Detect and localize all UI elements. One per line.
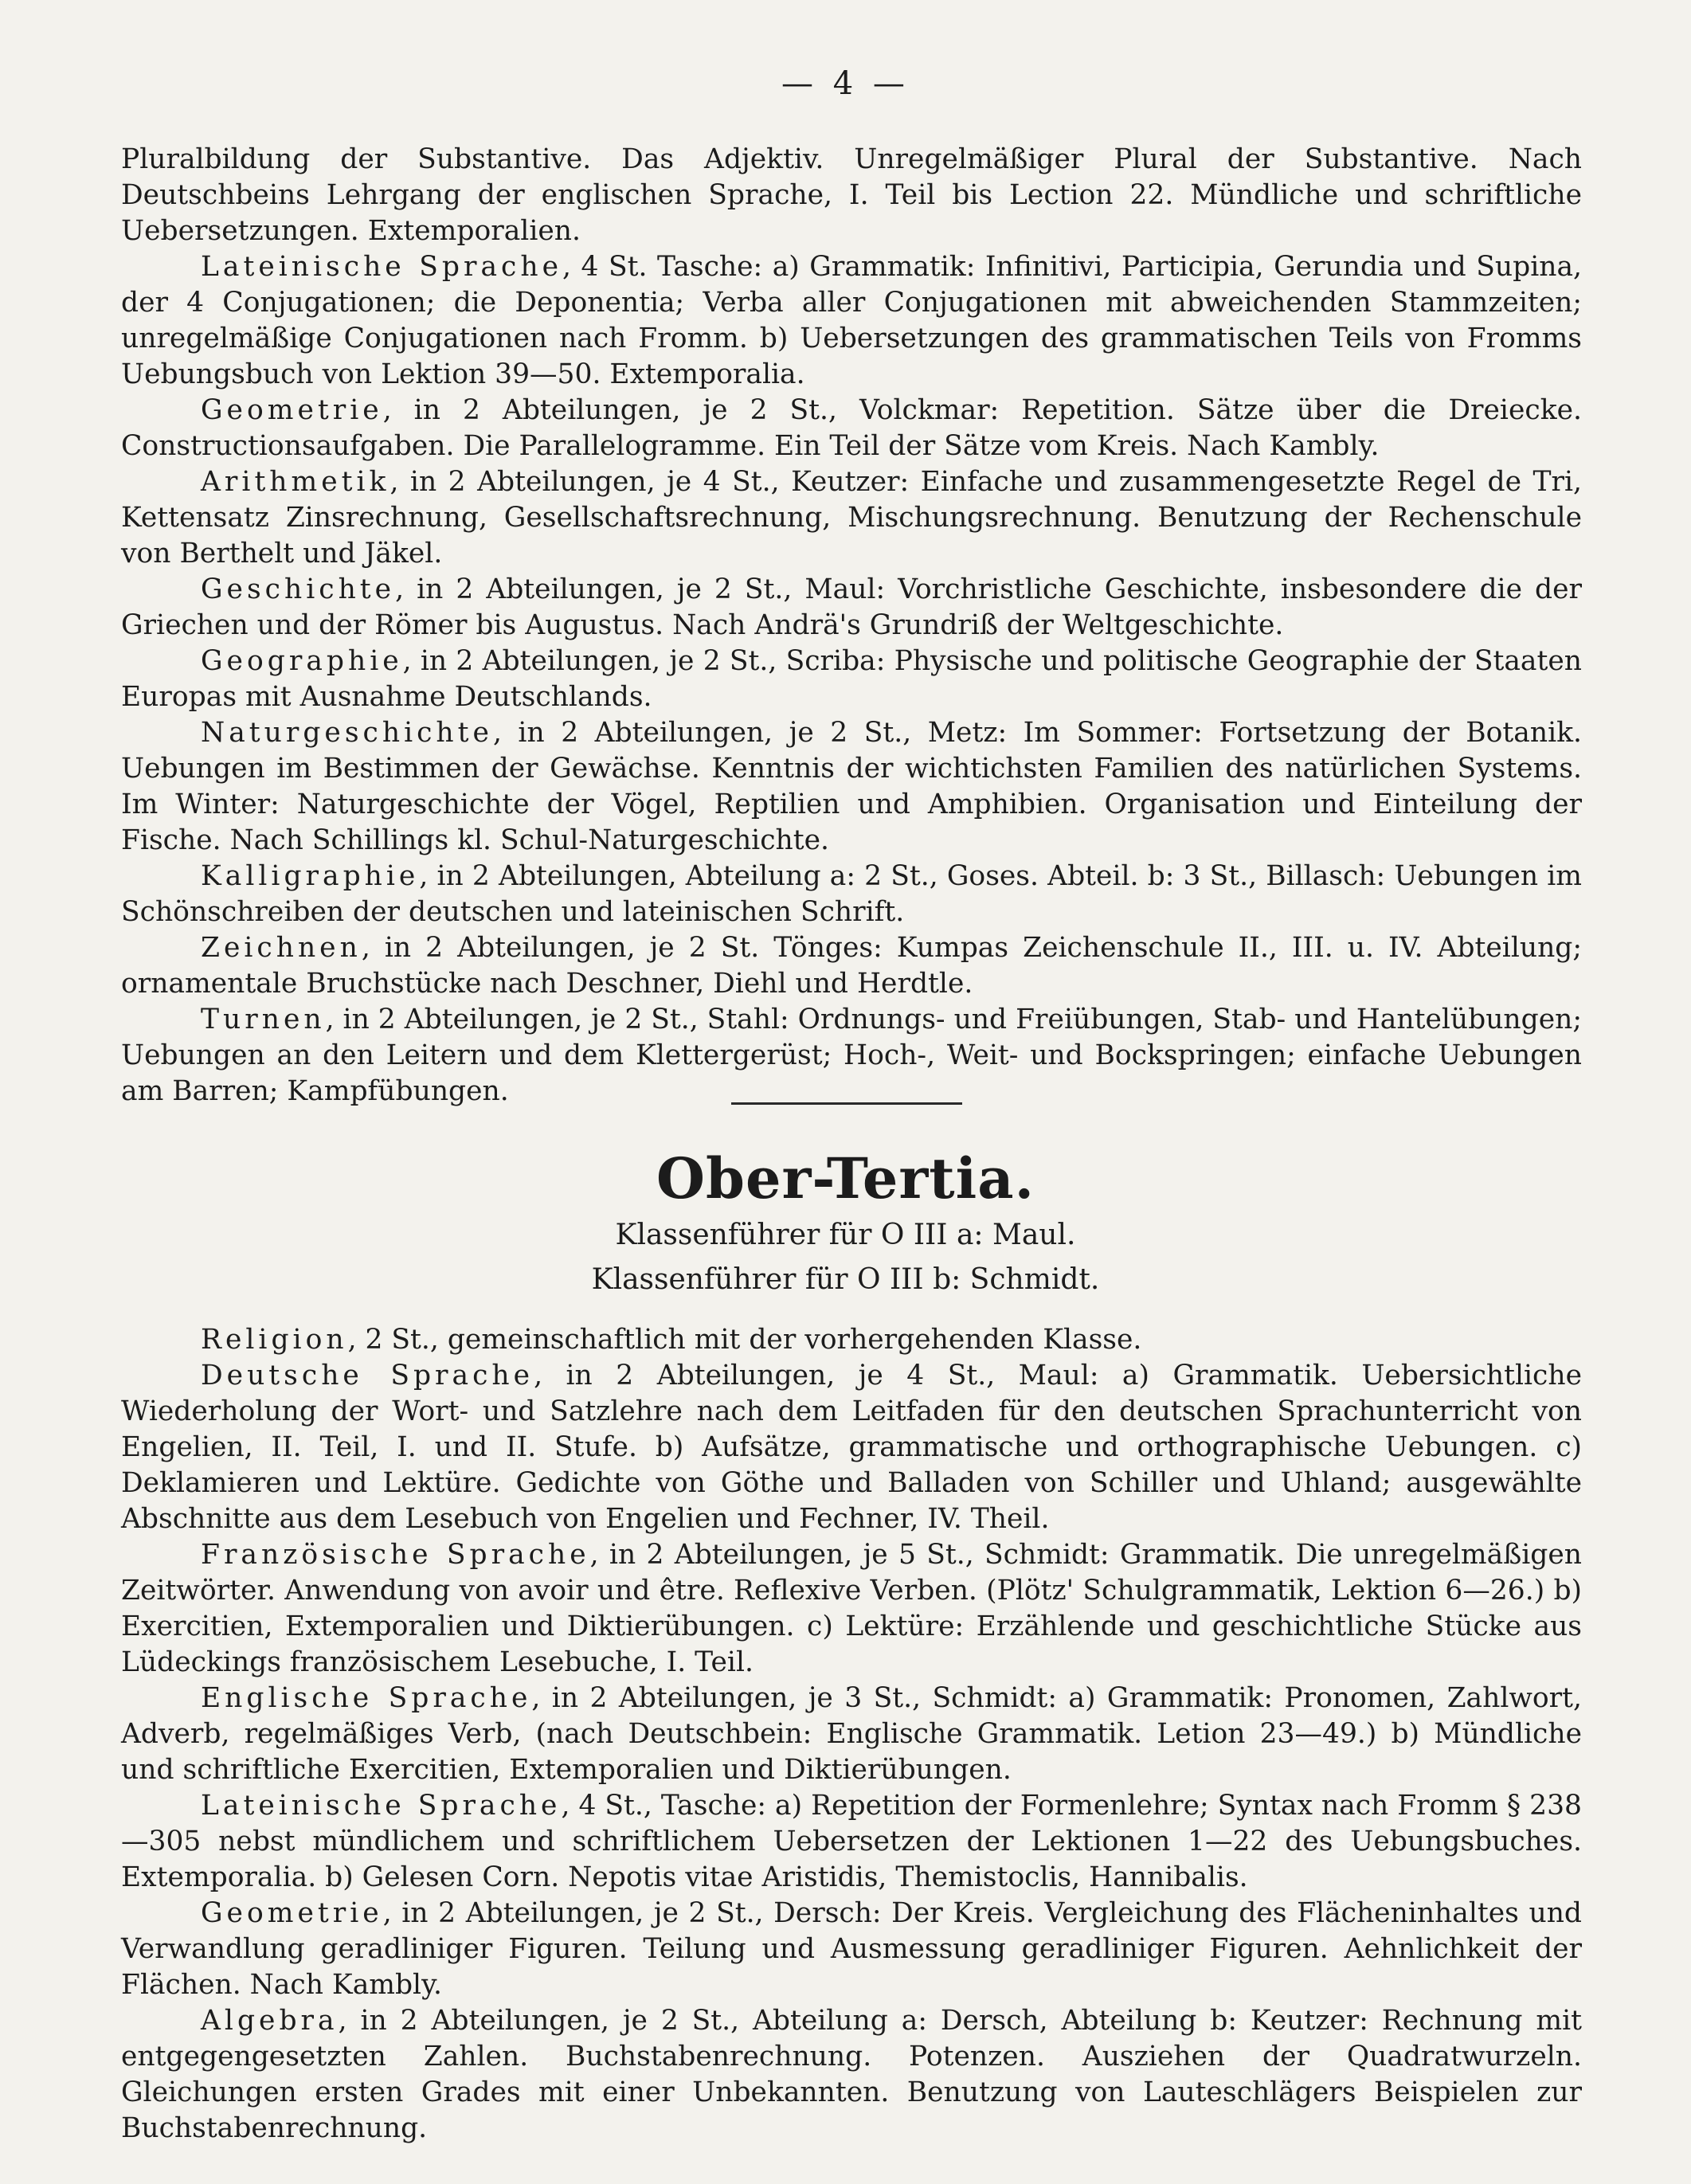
curriculum-bottom-section bbox=[121, 1322, 1582, 2147]
subject-name: Algebra bbox=[201, 2005, 339, 2037]
paragraph bbox=[121, 2003, 1582, 2147]
paragraph bbox=[121, 142, 1582, 249]
paragraph-text: , in 2 Abteilungen, je 2 St., Dersch: Der Kreis. Vergleichung des Flächeninhaltes und Verwandlung geradliniger Figuren. Teilung und Ausmessung geradliniger Figuren. Aehnlichkeit der Flächen. Nach Kambly. bbox=[121, 1897, 1582, 2001]
paragraph-text: , in 2 Abteilungen, je 2 St., Volckmar: Repetition. Sätze über die Dreiecke. Constructionsaufgaben. Die Parallelogramme. Ein Teil der Sätze vom Kreis. Nach Kambly. bbox=[121, 394, 1582, 462]
paragraph bbox=[121, 930, 1582, 1002]
subject-name: Geometrie bbox=[201, 1897, 383, 1929]
page-number: — 4 — bbox=[781, 65, 910, 102]
paragraph-text: , in 2 Abteilungen, je 4 St., Keutzer: Einfache und zusammengesetzte Regel de Tri, Kettensatz Zinsrechnung, Gesellschaftsrechnung, Mischungsrechnung. Benutzung der Rechenschule von Berthelt und Jäkel. bbox=[121, 466, 1582, 569]
paragraph-text: , in 2 Abteilungen, je 2 St., Stahl: Ordnungs- und Freiübungen, Stab- und Hantelübungen; Uebungen an den Leitern und dem Klettergerüst; Hoch-, Weit- und Bockspringen; einfache Uebungen am Barren; Kampfübungen. bbox=[121, 1004, 1582, 1107]
paragraph bbox=[121, 644, 1582, 715]
subject-name: Geometrie bbox=[201, 394, 383, 426]
paragraph bbox=[121, 1896, 1582, 2003]
paragraph bbox=[121, 464, 1582, 572]
paragraph-text: , in 2 Abteilungen, je 4 St., Maul: a) Grammatik. Uebersichtliche Wiederholung der Wort- und Satzlehre nach dem Leitfaden für den deutschen Sprachunterricht von Engelien, II. Teil, I. und II. Stufe. b) Aufsätze, grammatische und orthographische Uebungen. c) Deklamieren und Lektüre. Gedichte von Göthe und Balladen von Schiller und Uhland; ausgewählte Abschnitte aus dem Lesebuch von Engelien und Fechner, IV. Theil. bbox=[121, 1360, 1582, 1535]
curriculum-top-section bbox=[121, 142, 1582, 1110]
subject-name: Lateinische Sprache bbox=[201, 1790, 562, 1822]
paragraph-text: , in 2 Abteilungen, je 2 St. Tönges: Kumpas Zeichenschule II., III. u. IV. Abteilung; ornamentale Bruchstücke nach Deschner, Diehl und Herdtle. bbox=[121, 932, 1582, 1000]
paragraph bbox=[121, 1002, 1582, 1110]
paragraph bbox=[121, 572, 1582, 644]
paragraph bbox=[121, 1788, 1582, 1896]
section-title: Ober-Tertia. bbox=[656, 1145, 1035, 1211]
subject-name: Arithmetik bbox=[201, 466, 390, 498]
paragraph-text: , 4 St., Tasche: a) Repetition der Formenlehre; Syntax nach Fromm § 238—305 nebst mündlichem und schriftlichem Uebersetzen der Lektionen 1—22 des Uebungsbuches. Extemporalia. b) Gelesen Corn. Nepotis vitae Aristidis, Themistoclis, Hannibalis. bbox=[121, 1790, 1583, 1893]
paragraph-text: , 4 St. Tasche: a) Grammatik: Infinitivi, Participia, Gerundia und Supina, der 4 Conjugationen; die Deponentia; Verba aller Conjugationen mit abweichenden Stammzeiten; unregelmäßige Conjugationen nach Fromm. b) Uebersetzungen des grammatischen Teils von Fromms Uebungsbuch von Lektion 39—50. Extemporalia. bbox=[121, 251, 1582, 390]
paragraph bbox=[121, 1322, 1582, 1358]
paragraph-text: , in 2 Abteilungen, je 2 St., Scriba: Physische und politische Geographie der Staaten Europas mit Ausnahme Deutschlands. bbox=[121, 645, 1582, 713]
section-divider bbox=[731, 1102, 962, 1105]
subject-name: Turnen bbox=[201, 1004, 326, 1035]
paragraph-text: , in 2 Abteilungen, je 2 St., Maul: Vorchristliche Geschichte, insbesondere die der Griechen und der Römer bis Augustus. Nach Andrä's Grundriß der Weltgeschichte. bbox=[121, 573, 1582, 641]
paragraph-text: Pluralbildung der Substantive. Das Adjektiv. Unregelmäßiger Plural der Substantive. Nach Deutschbeins Lehrgang der englischen Sprache, I. Teil bis Lection 22. Mündliche und schriftliche Uebersetzungen. Extemporalien. bbox=[121, 143, 1582, 247]
subject-name: Deutsche Sprache bbox=[201, 1360, 534, 1391]
paragraph-text: , in 2 Abteilungen, je 3 St., Schmidt: a) Grammatik: Pronomen, Zahlwort, Adverb, regelmäßiges Verb, (nach Deutschbein: Englische Grammatik. Letion 23—49.) b) Mündliche und schriftliche Exercitien, Extemporalien und Diktierübungen. bbox=[121, 1682, 1582, 1786]
paragraph bbox=[121, 393, 1582, 464]
paragraph bbox=[121, 1681, 1582, 1788]
paragraph-text: , in 2 Abteilungen, je 2 St., Abteilung a: Dersch, Abteilung b: Keutzer: Rechnung mit entgegengesetzten Zahlen. Buchstabenrechnung. Potenzen. Ausziehen der Quadratwurzeln. Gleichungen ersten Grades mit einer Unbekannten. Benutzung von Lauteschlägers Beispielen zur Buchstabenrechnung. bbox=[121, 2005, 1582, 2144]
subject-name: Geschichte bbox=[201, 573, 396, 605]
paragraph bbox=[121, 1358, 1582, 1537]
subject-name: Naturgeschichte bbox=[201, 717, 493, 749]
paragraph bbox=[121, 715, 1582, 859]
paragraph bbox=[121, 1537, 1582, 1681]
subject-name: Geographie bbox=[201, 645, 403, 677]
class-leader-a: Klassenführer für O III a: Maul. bbox=[615, 1219, 1076, 1251]
subject-name: Englische Sprache bbox=[201, 1682, 532, 1714]
subject-name: Lateinische Sprache bbox=[201, 251, 562, 283]
subject-name: Zeichnen bbox=[201, 932, 362, 964]
paragraph bbox=[121, 859, 1582, 930]
subject-name: Religion bbox=[201, 1324, 348, 1356]
subject-name: Kalligraphie bbox=[201, 860, 420, 892]
subject-name: Französische Sprache bbox=[201, 1539, 590, 1571]
paragraph-text: , 2 St., gemeinschaftlich mit der vorhergehenden Klasse. bbox=[347, 1324, 1142, 1356]
paragraph-text: , in 2 Abteilungen, je 5 St., Schmidt: Grammatik. Die unregelmäßigen Zeitwörter. Anwendung von avoir und être. Reflexive Verben. (Plötz' Schulgrammatik, Lektion 6—26.) b) Exercitien, Extemporalien und Diktierübungen. c) Lektüre: Erzählende und geschichtliche Stücke aus Lüdeckings französischem Lesebuche, I. Teil. bbox=[121, 1539, 1582, 1678]
paragraph-text: , in 2 Abteilungen, je 2 St., Metz: Im Sommer: Fortsetzung der Botanik. Uebungen im Bestimmen der Gewächse. Kenntnis der wichtichsten Familien des natürlichen Systems. Im Winter: Naturgeschichte der Vögel, Reptilien und Amphibien. Organisation und Einteilung der Fische. Nach Schillings kl. Schul-Naturgeschichte. bbox=[121, 717, 1582, 856]
paragraph bbox=[121, 249, 1582, 393]
class-leader-b: Klassenführer für O III b: Schmidt. bbox=[591, 1263, 1100, 1296]
paragraph-text: , in 2 Abteilungen, Abteilung a: 2 St., Goses. Abteil. b: 3 St., Billasch: Uebungen im Schönschreiben der deutschen und lateinischen Schrift. bbox=[121, 860, 1582, 928]
